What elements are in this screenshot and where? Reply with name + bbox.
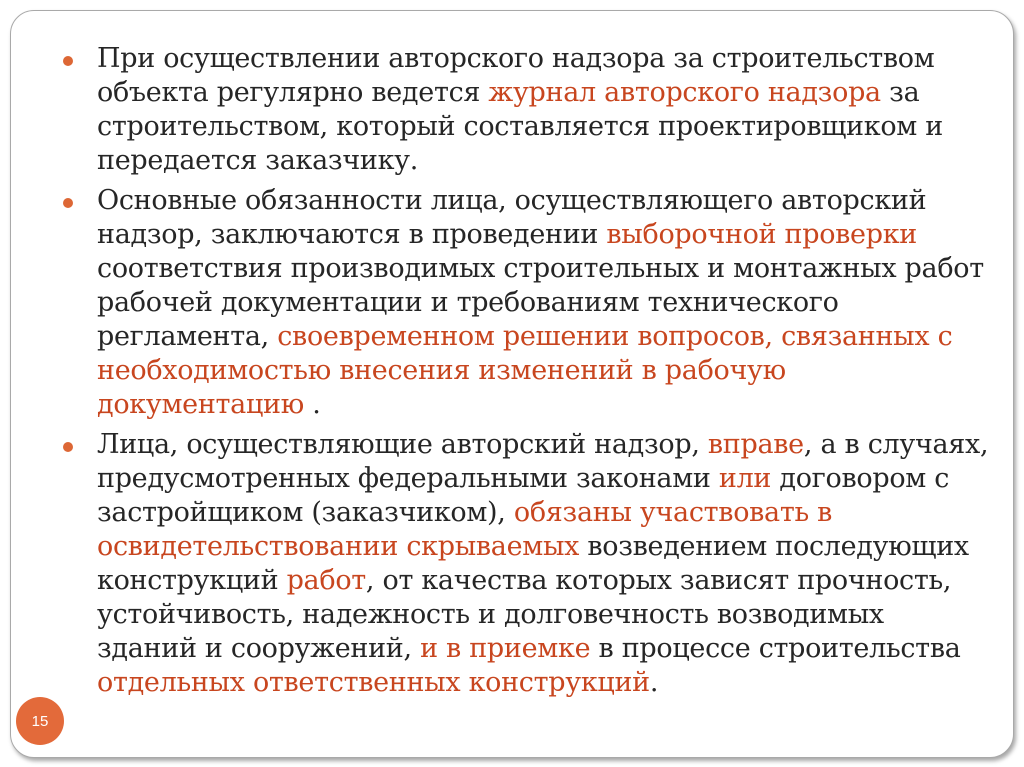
highlighted-text: своевременном решении вопросов, связанных с необходимостью внесения изменений в рабочую документацию [97, 321, 953, 420]
bullet-dot-icon [63, 56, 73, 66]
highlighted-text: журнал авторского надзора [488, 77, 881, 108]
highlighted-text: отдельных ответственных конструкций [97, 667, 650, 698]
highlighted-text: выборочной проверки [606, 219, 917, 250]
highlighted-text: обязаны участвовать в освидетельствовании скрываемых [97, 497, 833, 562]
highlighted-text: работ [286, 565, 366, 596]
bullet-dot-icon [63, 198, 73, 208]
highlighted-text: и в приемке [420, 633, 591, 664]
text-segment: Основные обязанности лица, осуществляющего авторский надзор, заключаются в проведении [97, 185, 927, 250]
text-segment: , а в случаях, предусмотренных федеральными законами [97, 429, 989, 494]
text-segment: . [649, 667, 659, 698]
bullet-list [60, 42, 990, 706]
text-segment: за строительством, который составляется проектировщиком и передается заказчику. [97, 77, 943, 176]
text-segment: в процессе строительства [590, 633, 961, 664]
page-number: 15 [31, 712, 49, 730]
text-segment: договором с застройщиком (заказчиком), [97, 463, 950, 528]
text-segment: , от качества которых зависят прочность, устойчивость, надежность и долговечность возводимых зданий и сооружений, [97, 565, 952, 664]
bullet-item-1 [60, 42, 990, 178]
highlighted-text: вправе [707, 429, 804, 460]
bullet-dot-icon [63, 442, 73, 452]
page-number-badge [16, 697, 64, 745]
text-segment: При осуществлении авторского надзора за строительством объекта регулярно ведется [97, 43, 935, 108]
text-segment: . [303, 389, 321, 420]
text-segment: Лица, осуществляющие авторский надзор, [97, 429, 708, 460]
bullet-item-3 [60, 428, 990, 700]
text-segment: соответствия производимых строительных и монтажных работ рабочей документации и требованиям технического регламента, [97, 253, 984, 352]
highlighted-text: или [718, 463, 772, 494]
bullet-item-2 [60, 184, 990, 422]
text-segment: возведением последующих конструкций [97, 531, 969, 596]
